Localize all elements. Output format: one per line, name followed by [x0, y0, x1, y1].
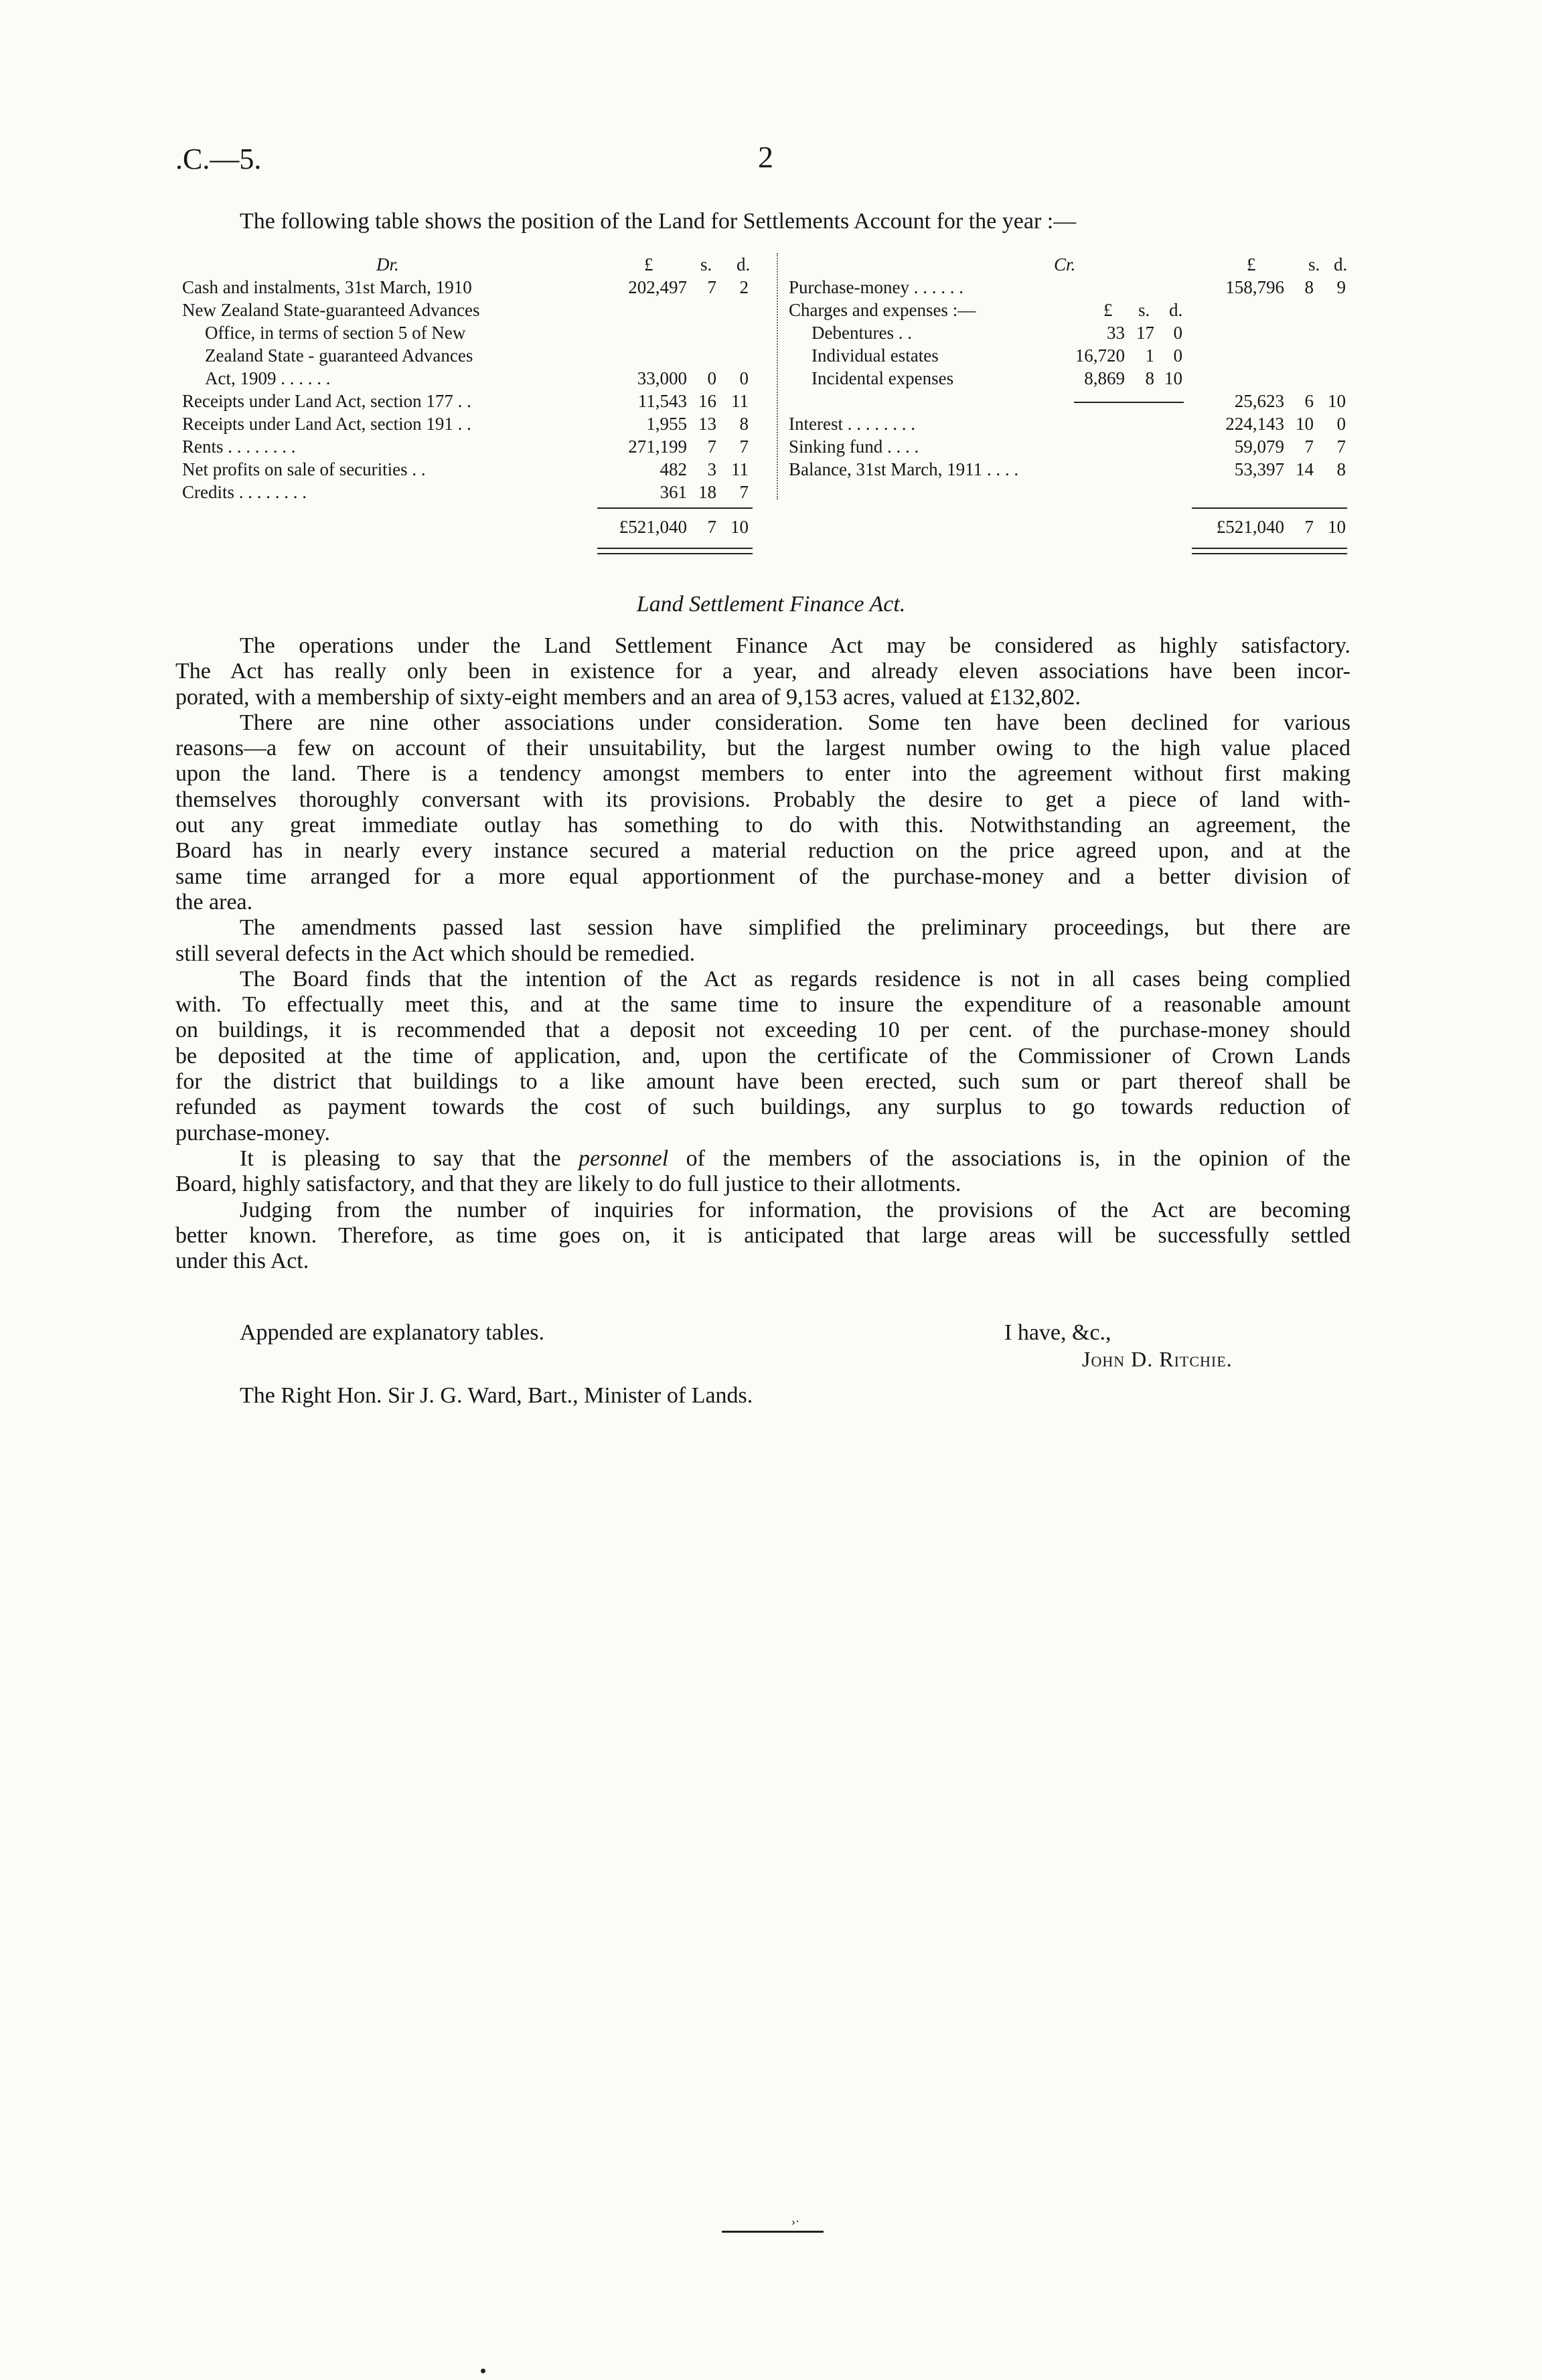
- cr-row-pounds: 53,397: [1234, 459, 1284, 479]
- dr-row-pounds: 271,199: [628, 437, 687, 457]
- cr-sub-pounds: 16,720: [1075, 345, 1125, 366]
- document-code: .C.—5.: [175, 143, 262, 175]
- paragraph-line: better known. Therefore, as time goes on, it is anticipated that large areas will be successfully settled: [175, 1222, 1351, 1248]
- cr-pound-header: £: [1247, 254, 1256, 274]
- paragraph: [175, 633, 1351, 710]
- cr-row-pounds: 59,079: [1234, 437, 1284, 457]
- paragraph-line: The operations under the Land Settlement Finance Act may be considered as highly satisfactory.: [240, 633, 1351, 658]
- paragraph-line: be deposited at the time of application, and, upon the certificate of the Commissioner of Crown Lands: [175, 1043, 1351, 1068]
- page-number: 2: [758, 140, 773, 174]
- cr-total-rule-2: [1192, 553, 1347, 554]
- paragraph-line: the area.: [175, 889, 253, 915]
- dr-total-pounds: £521,040: [619, 517, 687, 537]
- paragraph-line: There are nine other associations under consideration. Some ten have been declined for various: [240, 710, 1351, 735]
- cr-sub-d-header: d.: [1169, 300, 1183, 320]
- dr-row-label: Net profits on sale of securities . .: [182, 459, 426, 479]
- paragraph-line: Board has in nearly every instance secured a material reduction on the price agreed upon, and at the: [175, 838, 1351, 864]
- cr-row-label: Sinking fund . . . .: [789, 437, 919, 457]
- cr-row-s: 8: [1304, 277, 1314, 297]
- dr-row-s: 7: [707, 437, 716, 457]
- cr-row-pounds: 224,143: [1225, 414, 1284, 434]
- section-title: Land Settlement Finance Act.: [636, 592, 906, 617]
- dr-row-d: 8: [739, 414, 749, 434]
- dr-row-pounds: 1,955: [646, 414, 687, 434]
- dr-row-d: 11: [731, 391, 749, 411]
- dr-row-label: Receipts under Land Act, section 191 . .: [182, 414, 471, 434]
- paragraph: [175, 710, 1351, 915]
- paragraph-line: reasons—a few on account of their unsuitability, but the largest number owing to the high value placed: [175, 736, 1351, 761]
- cr-subtotal-rule: [1192, 507, 1347, 509]
- paragraph-line: Board, highly satisfactory, and that they are likely to do full justice to their allotments.: [175, 1172, 961, 1197]
- cr-row-d: 9: [1336, 277, 1346, 297]
- cr-row-label: Incidental expenses: [812, 368, 954, 388]
- dr-row-s: 13: [698, 414, 716, 434]
- cr-d-header: d.: [1334, 254, 1348, 274]
- cr-row-label: Individual estates: [812, 345, 939, 366]
- cr-sub-pounds: 33: [1107, 323, 1125, 343]
- signature: John D. Ritchie.: [1082, 1347, 1233, 1371]
- cr-row-s: 10: [1296, 414, 1314, 434]
- cr-row-d: 0: [1336, 414, 1346, 434]
- paragraph: [175, 1198, 1351, 1275]
- cr-sub-d: 0: [1173, 323, 1182, 343]
- dr-heading: Dr.: [376, 254, 399, 274]
- paragraph-line: for the district that buildings to a like amount have been erected, such sum or part thereof shall be: [175, 1069, 1351, 1095]
- cr-row-s: 14: [1296, 459, 1314, 479]
- cr-total-rule-1: [1192, 548, 1347, 549]
- dr-row-label: New Zealand State-guaranteed Advances: [182, 300, 480, 320]
- cr-subtotal-dash-rule: [1074, 402, 1184, 403]
- dr-row-label: Rents . . . . . . . .: [182, 437, 296, 457]
- paragraph-line: The amendments passed last session have simplified the preliminary proceedings, but there are: [240, 915, 1351, 941]
- paragraph-line: under this Act.: [175, 1249, 309, 1274]
- cr-sub-pound-header: £: [1103, 300, 1113, 320]
- cr-heading: Cr.: [1054, 254, 1076, 274]
- dr-row-s: 18: [698, 482, 716, 502]
- cr-sub-pounds: 8,869: [1084, 368, 1125, 388]
- dr-row-d: 11: [731, 459, 749, 479]
- paragraph-line: Judging from the number of inquiries for information, the provisions of the Act are becoming: [240, 1197, 1351, 1222]
- paragraph-line: porated, with a membership of sixty-eight members and an area of 9,153 acres, valued at £132,802.: [175, 684, 1081, 710]
- paragraph-line: still several defects in the Act which should be remedied.: [175, 941, 696, 966]
- cr-sub-d: 10: [1164, 368, 1182, 388]
- cr-row-label: Charges and expenses :—: [789, 300, 976, 320]
- dr-total-rule-2: [597, 553, 753, 554]
- cr-row-s: 7: [1304, 437, 1314, 457]
- paragraph-line: refunded as payment towards the cost of such buildings, any surplus to go towards reduction of: [175, 1095, 1351, 1120]
- paragraph: [175, 915, 1351, 967]
- cr-total-d: 10: [1328, 517, 1346, 537]
- cr-row-pounds: 25,623: [1234, 391, 1284, 411]
- paragraph-line: same time arranged for a more equal apportionment of the purchase-money and a better division of: [175, 864, 1351, 889]
- dr-row-label: Cash and instalments, 31st March, 1910: [182, 277, 472, 297]
- dr-row-pounds: 482: [660, 459, 687, 479]
- dr-row-label: Receipts under Land Act, section 177 . .: [182, 391, 471, 411]
- paragraph-line: The Act has really only been in existence for a year, and already eleven associations have been incor-: [175, 659, 1351, 684]
- appended-line: Appended are explanatory tables.: [240, 1320, 545, 1345]
- paragraph-line: The Board finds that the intention of the Act as regards residence is not in all cases being complied: [240, 966, 1351, 991]
- dr-row-d: 7: [739, 482, 749, 502]
- dr-row-s: 7: [707, 277, 716, 297]
- dr-row-label: Office, in terms of section 5 of New: [205, 323, 466, 343]
- cr-sub-s: 1: [1145, 345, 1154, 366]
- dr-row-s: 3: [707, 459, 716, 479]
- addressee: The Right Hon. Sir J. G. Ward, Bart., Minister of Lands.: [240, 1383, 753, 1408]
- paragraph-line: with. To effectually meet this, and at the same time to insure the expenditure of a reasonable amount: [175, 992, 1351, 1018]
- dr-row-pounds: 361: [660, 482, 687, 502]
- cr-row-pounds: 158,796: [1225, 277, 1284, 297]
- cr-total-s: 7: [1304, 517, 1314, 537]
- dr-s-header: s.: [700, 254, 712, 274]
- dr-row-label: Credits . . . . . . . .: [182, 482, 307, 502]
- table-intro: The following table shows the position of the Land for Settlements Account for the year :—: [240, 209, 1077, 234]
- dr-row-d: 7: [739, 437, 749, 457]
- dr-row-pounds: 11,543: [637, 391, 687, 411]
- dr-row-s: 0: [707, 368, 716, 388]
- dr-d-header: d.: [737, 254, 751, 274]
- paragraph-line: out any great immediate outlay has something to do with this. Notwithstanding an agreement, the: [175, 813, 1351, 838]
- paragraph: [175, 967, 1351, 1146]
- cr-row-d: 8: [1336, 459, 1346, 479]
- cr-row-label: Balance, 31st March, 1911 . . . .: [789, 459, 1019, 479]
- paragraph-line: upon the land. There is a tendency amongst members to enter into the agreement without first making: [175, 761, 1351, 787]
- cr-total-pounds: £521,040: [1216, 517, 1284, 537]
- cr-sub-s: 17: [1136, 323, 1154, 343]
- dr-row-label: Act, 1909 . . . . . .: [205, 368, 331, 388]
- cr-row-d: 10: [1328, 391, 1346, 411]
- paragraph-line: themselves thoroughly conversant with its provisions. Probably the desire to get a piece of land with-: [175, 787, 1351, 812]
- dr-row-s: 16: [698, 391, 716, 411]
- column-divider: [777, 253, 778, 499]
- cr-row-label: Purchase-money . . . . . .: [789, 277, 963, 297]
- dr-row-pounds: 202,497: [628, 277, 687, 297]
- dr-total-rule-1: [597, 548, 753, 549]
- cr-row-label: Interest . . . . . . . .: [789, 414, 915, 434]
- paragraph-line: It is pleasing to say that the personnel of the members of the associations is, in the opinion of the: [240, 1146, 1351, 1171]
- dr-row-d: 0: [739, 368, 749, 388]
- dr-total-s: 7: [707, 517, 716, 537]
- end-mark-icon: ›·: [791, 2215, 799, 2228]
- dr-row-d: 2: [739, 277, 749, 297]
- closing-phrase: I have, &c.,: [1004, 1320, 1111, 1345]
- dr-row-label: Zealand State - guaranteed Advances: [205, 345, 473, 366]
- account-table: [0, 0, 1542, 589]
- cr-sub-d: 0: [1173, 345, 1182, 366]
- cr-s-header: s.: [1308, 254, 1320, 274]
- dr-total-d: 10: [730, 517, 749, 537]
- dr-pound-header: £: [644, 254, 653, 274]
- cr-sub-s-header: s.: [1138, 300, 1150, 320]
- cr-row-s: 6: [1304, 391, 1314, 411]
- dr-subtotal-rule: [597, 507, 753, 509]
- cr-row-d: 7: [1336, 437, 1346, 457]
- paragraph-line: on buildings, it is recommended that a deposit not exceeding 10 per cent. of the purchase-money should: [175, 1018, 1351, 1043]
- dr-row-pounds: 33,000: [637, 368, 687, 388]
- cr-sub-s: 8: [1145, 368, 1154, 388]
- stray-dot-icon: [481, 2369, 485, 2373]
- paragraph: [175, 1146, 1351, 1198]
- cr-row-label: Debentures . .: [812, 323, 912, 343]
- paragraph-line: purchase-money.: [175, 1120, 330, 1145]
- end-rule: [722, 2231, 824, 2233]
